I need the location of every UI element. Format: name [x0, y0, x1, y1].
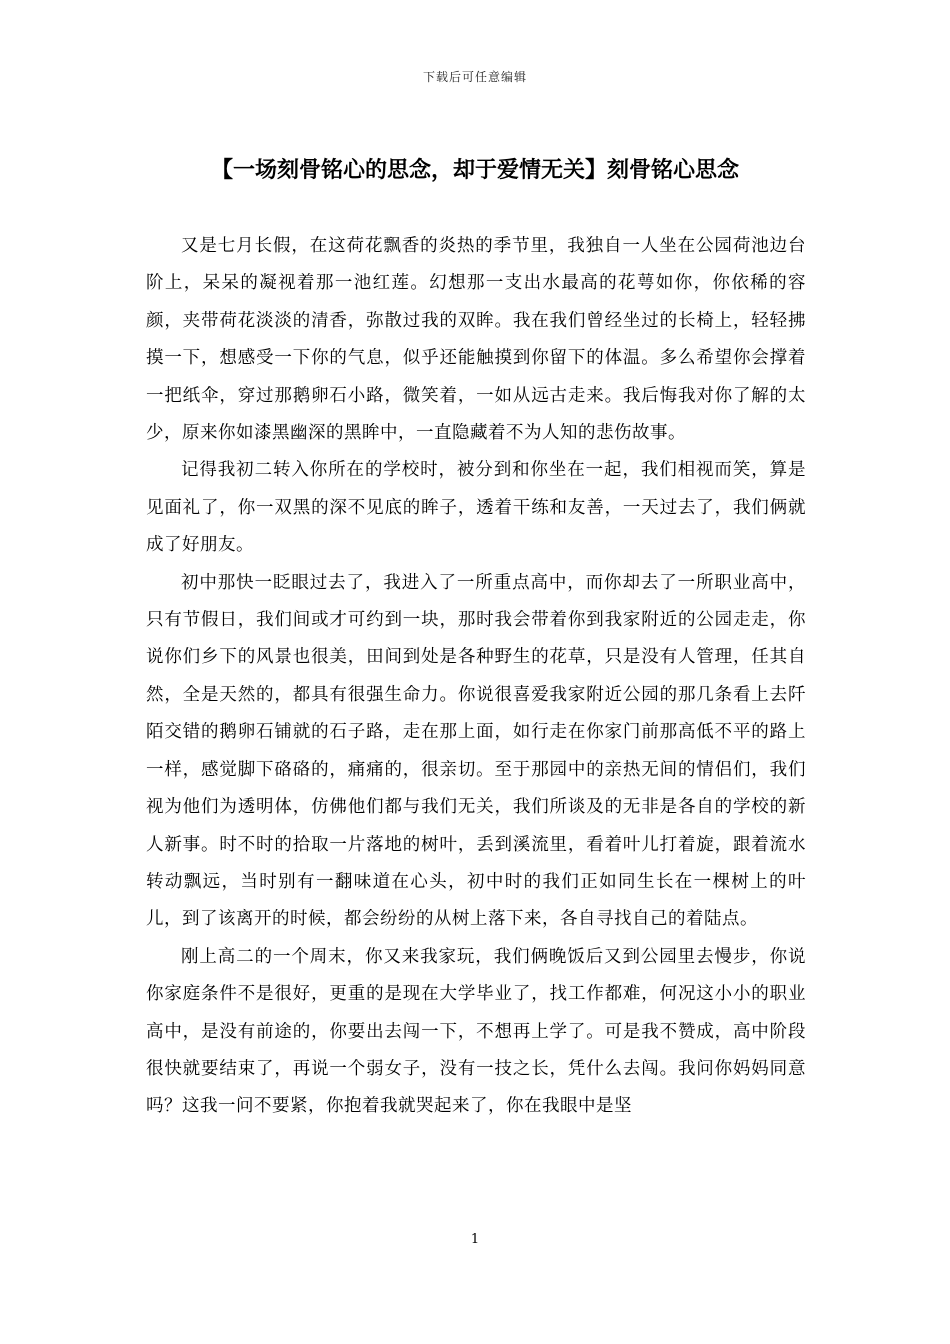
paragraph-4: 刚上高二的一个周末，你又来我家玩，我们俩晚饭后又到公园里去慢步，你说你家庭条件不是很好，更重的是现在大学毕业了，找工作都难，何况这小小的职业高中，是没有前途的，你要出去闯一下，不想再上学了。可是我不赞成，高中阶段很快就要结束了，再说一个弱女子，没有一技之长，凭什么去闯。我问你妈妈同意吗？这我一问不要紧，你抱着我就哭起来了，你在我眼中是坚	[146, 946, 806, 1117]
header-note: 下载后可任意编辑	[422, 70, 527, 84]
document-title: 【一场刻骨铭心的思念，却于爱情无关】刻骨铭心思念	[210, 157, 739, 183]
paragraph-2: 记得我初二转入你所在的学校时，被分到和你坐在一起，我们相视而笑，算是见面礼了，你一双黑的深不见底的眸子，透着干练和友善，一天过去了，我们俩就成了好朋友。	[146, 460, 806, 556]
page-number: 1	[470, 1232, 480, 1247]
document-body	[146, 228, 806, 1126]
paragraph-3: 初中那快一眨眼过去了，我进入了一所重点高中，而你却去了一所职业高中，只有节假日，我们间或才可约到一块，那时我会带着你到我家附近的公园走走，你说你们乡下的风景也很美，田间到处是各种野生的花草，只是没有人管理，任其自然，全是天然的，都具有很强生命力。你说很喜爱我家附近公园的那几条看上去阡陌交错的鹅卵石铺就的石子路，走在那上面，如行走在你家门前那高低不平的路上一样，感觉脚下硌硌的，痛痛的，很亲切。至于那园中的亲热无间的情侣们，我们视为他们为透明体，仿佛他们都与我们无关，我们所谈及的无非是各自的学校的新人新事。时不时的拾取一片落地的树叶，丢到溪流里，看着叶儿打着旋，跟着流水转动飘远，当时别有一翻味道在心头，初中时的我们正如同生长在一棵树上的叶儿，到了该离开的时候，都会纷纷的从树上落下来，各自寻找自己的着陆点。	[146, 572, 806, 930]
paragraph-1: 又是七月长假，在这荷花飘香的炎热的季节里，我独自一人坐在公园荷池边台阶上，呆呆的凝视着那一池红莲。幻想那一支出水最高的花萼如你，你依稀的容颜，夹带荷花淡淡的清香，弥散过我的双眸。我在我们曾经坐过的长椅上，轻轻拂摸一下，想感受一下你的气息，似乎还能触摸到你留下的体温。多么希望你会撑着一把纸伞，穿过那鹅卵石小路，微笑着，一如从远古走来。我后悔我对你了解的太少，原来你如漆黑幽深的黑眸中，一直隐藏着不为人知的悲伤故事。	[146, 236, 806, 444]
